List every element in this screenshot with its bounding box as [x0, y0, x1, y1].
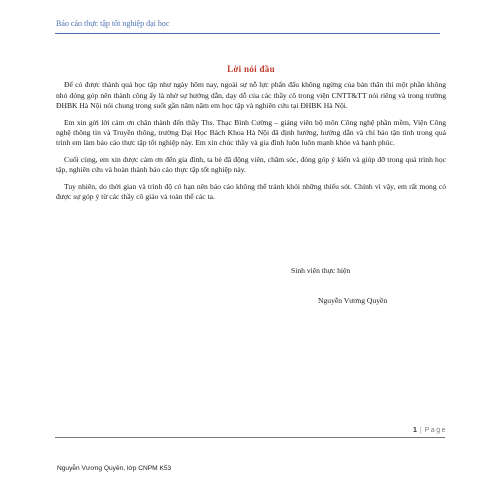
- paragraph-3: Cuối cùng, em xin được cảm ơn đến gia đình, ta bè đã động viên, chăm sóc, đóng góp ý kiến và giúp đỡ trong quá trình học tập, nghiên cứu và hoàn thành báo cáo thực tập tốt nghiệp này.: [56, 154, 446, 175]
- page-number-separator: |: [419, 427, 422, 434]
- paragraph-1: Để có được thành quả học tập như ngày hôm nay, ngoài sự nỗ lực phấn đấu không ngừng của bản thân thì một phần không nhỏ đóng góp nên thành công ấy là nhờ sự hướng dẫn, dạy dỗ của các thầy cô trong viện CNTT&TT nói riêng và trong trường ĐHBK Hà Nội nói chung trong suốt gần năm năm em học tập và nghiên cứu tại ĐHBK Hà Nội.: [56, 80, 446, 111]
- signature-role: Sinh viên thực hiện: [291, 266, 351, 275]
- section-heading: Lời nói đầu: [227, 64, 275, 74]
- paragraph-2: Em xin gửi lời cảm ơn chân thành đến thầy Ths. Thạc Bình Cường – giảng viên bộ môn Công nghệ phần mềm, Viện Công nghệ thông tin và Truyền thông, trường Đại Học Bách Khoa Hà Nội đã định hướng, hướng dẫn và chỉ bảo tận tình trong quá trình em làm báo cáo thực tập tốt nghiệp này. Em xin chúc thầy và gia đình luôn luôn mạnh khỏe và hạnh phúc.: [56, 117, 446, 148]
- page-word: Page: [424, 427, 447, 434]
- signature-name: Nguyễn Vương Quyền: [318, 296, 388, 305]
- header-title: Báo cáo thực tập tốt nghiệp đại học: [56, 19, 170, 28]
- footer-divider: [55, 437, 445, 438]
- paragraph-4: Tuy nhiên, do thời gian và trình độ có hạn nên báo cáo không thể tránh khỏi những thiếu sót. Chính vì vậy, em rất mong có được sự góp ý từ các thầy cô giáo và toàn thể các ta.: [56, 181, 446, 202]
- main-content: [56, 64, 446, 208]
- page-number-value: 1: [413, 427, 417, 434]
- footer-author: Nguyễn Vương Quyền, lớp CNPM K53: [57, 465, 172, 472]
- header-divider: [55, 33, 440, 34]
- page-number: [413, 427, 447, 434]
